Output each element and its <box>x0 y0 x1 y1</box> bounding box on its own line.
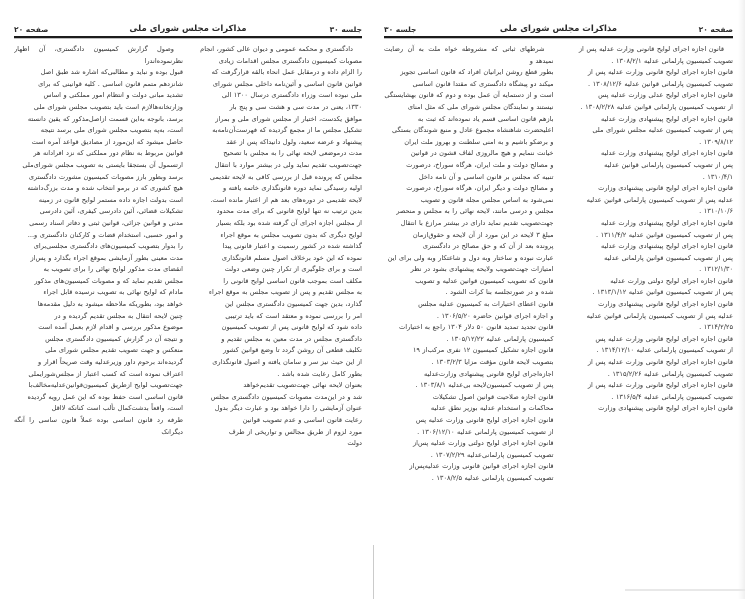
text-line: شده و در صورتجلسه بنا کرات الشود . <box>445 288 554 297</box>
text-line: لایحه تقدیمی در دوره‌های بعد هم از اعتبار مانده است. <box>210 195 362 204</box>
text-line: خواهد بود، بطوریکه ملاحظه میشود به دلیل مقدمه‌ها <box>37 300 183 309</box>
text-line: پس از تصویب کمیسیون‌لایحه بی‌عدلیه ۱۳۰۳/۸/۱ . <box>415 381 554 390</box>
text-line: منعکس و جهت تصویب تقدیم مجلس شورای ملی <box>45 346 183 355</box>
text-line: قانون که تصویب کمیسیون قوانین عدلیه و تصویب <box>415 276 554 285</box>
text-line: و اجازه اجرای قوانین حاضره ۱۳۰۶/۵/۲۰ . <box>436 311 554 320</box>
text-line: و برضکو باشیم و به امنی سلطنت و بهروز ملت ایران <box>404 137 554 146</box>
left-page-session-label: جلسه ۳۰ <box>384 25 417 34</box>
left-page-columns <box>384 44 733 564</box>
text-line: قانون اجازه اجرای لوایح پیشنهادی وزارت عدلیه <box>600 114 733 123</box>
text-line: از این حیث نیز سر و سامان یافته و اصول قانونگذاری <box>212 358 362 367</box>
text-line: گذاشته شده در کشور رسمیت و اعتبار قانونی پیدا <box>222 242 362 251</box>
text-line: پیشنهاد و عرضه سعید، ولول دانیداکه پس از عقد <box>226 137 362 146</box>
text-line: اولیه رسیدگی نماید دوره قانونگذاری خاتمه یافته و <box>222 184 362 193</box>
text-line: پرونده بعد از آن که و حق مصالح در دادگستری <box>422 242 554 251</box>
text-line: قانون اجازه تشکیل کمیسیون ۱۲ نفری مرکب‌از ۱۹ <box>412 346 554 355</box>
text-line: عنوان آزمایشی را دارا خواهد بود و عبارت دیگر بدول <box>214 404 362 413</box>
text-line: تکلیف قطعی آن روشن گردد تا وضع قوانین کشور <box>223 346 362 355</box>
text-line: تصویب کمیسیون پارلمانی قوانین عدلیه ۱۳۰۸/۱۲/۶ . <box>588 79 733 88</box>
text-line: اعلیحضرت شاهنشاه مجموع عادل و منبع شوندگان بستگی <box>392 126 554 135</box>
text-line: از تصویب کمیسیون پارلمانی قوانین عدلیه ۱۳۰۸/۲/۲۸ . <box>580 102 733 111</box>
text-line: ملی نبوده است وزراء دادگستری درسال ۱۳۰۰ الی <box>221 91 362 100</box>
text-line: قانون اجازه اجرای لوایح قانونی وزارت عدلیه پس از <box>587 68 733 77</box>
scan-bottom-artifact <box>625 589 745 591</box>
text-line: نمی‌شود به اساس مجلس مجله قانون و تصویب <box>420 195 554 204</box>
left-page-running-title: مذاکرات مجلس شورای ملی <box>499 24 618 34</box>
right-page-running-title: مذاکرات مجلس شورای ملی <box>129 24 247 34</box>
text-line: قانون اجازه اجرای لوایح قانونی پیشنهادی وزارت <box>598 184 733 193</box>
text-line: قانون اجازه اجرای لوایح دولتی وزارت عدلیه پس‌از <box>412 439 554 448</box>
text-line: و امور حسبی، استخدام قضات و کارکنان دادگستری و... <box>27 230 183 239</box>
text-line: میکند دو پیشگاه دادگستری که مقتدا قانون اساسی <box>412 79 554 88</box>
right-page-header <box>14 18 362 34</box>
text-line: ۱۳۱۰/۱۰/۶ . <box>699 207 733 216</box>
text-line: پس از تصویب کمیسیون قوانین عدلیه ۱۳۱۳/۱/۱۲ . <box>592 288 733 297</box>
text-line: بازهم قانون اساسی قسم یاد نموده‌اند که ثبت به <box>417 114 554 123</box>
text-line: عدلیه پس از تصویب کمیسیون پارلمانی قوانین عدلیه <box>586 195 733 204</box>
left-page-column-inner <box>384 44 554 564</box>
text-line: خیانت ننمایم و هیچ مالروزی لفاف قشون در قوانین <box>410 149 554 158</box>
text-line: جهت‌تصویب لوایح ازطریق کمیسیون‌قوانین‌عدلیه‌مخالف‌با <box>28 381 183 390</box>
text-line: ارتسمول آن بستجقا بایستی به تصویب مجلس شورای‌ملی <box>22 160 183 169</box>
text-line: قانون اجازه اجرای لوایح پیشنهادی وزارت عدلیه <box>600 149 733 158</box>
text-line: ۱۳۳۰، یعنی در مدت سی و هشت سی و پنج بار <box>229 102 362 111</box>
text-line: انقضای مدت مذکور لوایح نهائی را برای تصویب به <box>43 265 183 274</box>
text-line: تصویب کمیسیون پارلمانی عدلیه ۱۳۰۸/۲/۱ . <box>611 56 733 65</box>
text-line: نیستند و نمایندگان مجلس شورای ملی که مثل امنای <box>407 102 554 111</box>
text-line: قانون اجازه اجرای لوایح عدلی وزارت عدلیه پس <box>598 91 733 100</box>
text-line: از تصویب کمیسیون پارلمانی عدلیه ۱۳۱۴/۱۲/۱۰ . <box>596 346 733 355</box>
text-line: دولت <box>347 439 362 448</box>
text-line: تشدید مبانی دولت و انتظام امور مملکتی و اساس <box>43 91 183 100</box>
text-line: مجلس و درسی مانند، لایحه نهائی را به مجلس و منحصر <box>396 207 554 216</box>
right-page <box>0 0 372 599</box>
text-line: قوانین قانون اساسی و آئین‌نامه داخلی مجلس شورای <box>212 79 362 88</box>
text-line: گذارد، بدین جهت کمیسیون دادگستری مجلس این <box>224 300 362 309</box>
text-line: و نتیجه آن در گزارش کمیسیون دادگستری مجلس <box>45 334 183 343</box>
text-line: از مجلس اجازه اجرای آن گرفته شده بود بلکه بسیار <box>216 218 362 227</box>
text-line: بطور کامل رعایت شده باشد . <box>277 369 362 378</box>
text-line: وصول گزارش کمیسیون دادگستری، آن اظهار نظرنموده‌اند‌را <box>14 45 183 65</box>
left-page-column-outer <box>564 44 734 564</box>
text-line: ۱۳۱۰/۴/۱ . <box>702 172 733 181</box>
text-line: تشکیل مجلس ما از مجمع گردیده که فهرست‌آن‌نامه‌به <box>212 126 362 135</box>
text-line: رعایت قانون اساسی و عدم تصویب قوانین <box>242 416 362 424</box>
text-line: تشکیلات قضائی، آئین دادرسی کیفری، آئین دادرسی <box>39 207 183 216</box>
text-line: است بدولت اجازه داده مستمر لوایح قانون در زمینه <box>38 195 183 204</box>
text-line: است و از دستمایه آن عمل بوده و دوم که قانون بهشایستگی <box>384 91 554 100</box>
text-line: پس از تصویب کمیسیون قوانین عدلیه ۱۳۱۱/۴/۲ . <box>595 230 733 239</box>
text-line: موضوع مذکور بررسی و اقدام لازم بعمل آمده است <box>38 323 183 332</box>
text-line: مجلس تقدیم نماید که و مصوبات کمیسیون‌های مذکور <box>34 276 183 285</box>
text-line: قوانین مربوط به نظام دور مملکتی که نزد افرادانه هر <box>33 149 183 158</box>
text-line: شرطهای ثباتی که مشروطه خواه ملت به آن رضایت نمیدهد و <box>384 45 554 65</box>
text-line: برسد، بانوجه به‌این قسمت ازاصل‌مذکور که یقین دانسته <box>27 114 183 123</box>
text-line: مدت درموضعی لایحه نهائی را به مجلس با تصحیح <box>223 149 362 158</box>
text-line: و مصالح دولت و ملت ایران، هرگاه سوراخ، درصورت <box>406 160 554 169</box>
text-line: قانون اعطای اختیارات به کمیسیون عدلیه مجلس <box>418 300 554 309</box>
text-line: قانون اساسی است حفظ بوده که این عمل رویه گردیده <box>27 392 183 401</box>
text-line: است، واقعاً بدشت‌کمال تألب است کنانکه لااقل <box>51 404 183 413</box>
text-line: موافق یکدست، اختیار از مجلس شورای ملی و بمراز <box>215 114 362 123</box>
text-line: از تصویب کمیسیون پارلمانی عدلیه ۱۳۰۶/۱۲/۱۰ . <box>417 427 554 436</box>
text-line: قانون اجازه اجرای لوایح قانونی وزارت عدلیه پس <box>415 416 554 424</box>
text-line: هیچ کشوری که در برمو انتخاب شده و مدت بزرگ‌داشته <box>27 184 183 193</box>
text-line: قانون اجازه اجرای لوایح قانونی پیشنهادی وزارت <box>598 300 733 309</box>
text-line: و مصالح دولت و دیگر ایران، هرگاه سوراخ، درصورت <box>406 184 554 193</box>
right-page-column-inner <box>193 44 362 564</box>
text-line: چنین لایحه انتقال به مجلس تقدیم گردیده و در <box>54 311 183 320</box>
text-line: امتیازات جهت‌تصویب ولایحه پیشنهادی بشود در نظر <box>410 265 554 274</box>
text-line: داده شود که لوایح قانونی پس از تصویب کمیسیون <box>221 323 362 332</box>
text-line: قانون تجدید تمدید قانون ۵۰ دلار ۱۳۰۴ راجع به اختیارات <box>399 323 554 332</box>
text-line: دادگستری مجلس در مدت معین به مجلس تقدیم و <box>221 334 362 343</box>
text-line: ۱۳۰۹/۸/۱۲ . <box>699 137 733 146</box>
text-line: جهت‌تصویب تقدیم نماید دارای در بیشتر مرازع با انتقال <box>400 218 554 227</box>
text-line: بتصویب لایحه قانون مؤقت مزایا ۱۳۰۳/۲/۳ . <box>431 358 554 367</box>
right-page-columns <box>14 44 362 564</box>
text-line: پس از تصویب کمیسیون پارلمانی قوانین عدلیه <box>604 160 733 169</box>
text-line: تصویب کمیسیون پارلمانی عدلیه ۱۳۱۵/۲/۲۶ . <box>607 369 733 378</box>
text-line: به مجلس تقدیم و پس از تصویب مجلس به موقع اجراء <box>208 288 362 297</box>
text-line: قانون اجازه اجرای لوایح قانونی وزارت عدلیه پس از <box>578 45 724 53</box>
text-line: امر را بررسی نموده و معتقد است که باید ترتیبی <box>225 311 362 320</box>
text-line: مدت معینی بطور آزمایشی بموقع اجراء بگذارد و پس‌از <box>30 253 183 262</box>
text-line: است، به‌په بتصویب مجلس شورای ملی برسد نتیجه <box>40 126 183 135</box>
text-line: پس از تصویب کمیسیون عدلیه مجلس شورای ملی <box>592 126 733 135</box>
text-line: اعتراف نموده است که کسب اعتبار از مجلس‌شورایملی <box>28 369 183 378</box>
page-edge-line <box>373 545 374 599</box>
text-line: جهت‌تصویب تقدیم نماید ولی در بیشتر موارد با انتقال <box>214 160 362 169</box>
text-line: قانون اجازه اجرای لوایح دولتی وزارت عدلیه <box>610 276 733 285</box>
text-line: تنبیه که مجلس بر قانون اساسی و آن نامه داخل <box>418 172 554 181</box>
text-line: مادام که لوایح نهائی به تصویب نرسیده قابل اجراء <box>43 288 183 297</box>
scan-edge-shading <box>738 0 745 599</box>
text-line: مدنی و قوانین جزائی، قوانین ثبتی و دفاتر اسناد رسمی <box>29 218 183 227</box>
text-line: مورد لزوم از طریق مجالس و تواریخی از طرف <box>228 427 362 436</box>
text-line: را بدوار بتصویب کمیسیون‌های دادگستری مجلسی‌برای <box>33 242 183 251</box>
text-line: شد و در این‌مدت مصوبات کمیسیون دادگستری مجلس <box>210 392 362 401</box>
text-line: قانون اجازه اجرای لوایح قانونی وزارت عدلیه پس <box>595 334 733 343</box>
text-line: تصویب کمیسیون پارلمانی عدلیه ۱۳۱۶/۵/۴ . <box>611 392 733 401</box>
text-line: برسد وبطور بارز مصوبات کمیسیون مشورت دادگستری <box>28 172 183 181</box>
text-line: لوایح دیگری که بدون تصویب مجلس به موقع اجراء <box>220 230 362 239</box>
text-line: محاکمات و استخدام عدلیه بوزیر نطق عدلیه <box>430 404 554 413</box>
text-line: مبلغ ۳ لایحه در این مورد از آن لایحه و حقوق‌ازمان <box>412 230 554 239</box>
text-line: مجلس که پرونده قبل از بررسی کافی به لایحه تقدیمی <box>209 172 362 181</box>
text-line: مکلف است بموجب قانون اساسی لوایح قانونی را <box>223 276 362 285</box>
text-line: طرفه رد قانون اساسی بوده عملاً قانون ساسی را آنگه دیگرانک <box>14 416 183 436</box>
text-line: بعنوان لایحه نهائی جهت‌تصویب تقدیم‌خواهد <box>243 381 362 390</box>
text-line: وزارتخانه‌ها‌لازم است باید بتصویب مجلس شورای ملی <box>33 102 183 111</box>
text-line: ۱۳۱۴/۲/۲۵ . <box>699 323 733 332</box>
text-line: عبارت نبوده و ساختار وبه دول و شاعتکار وبه ولی برای این <box>387 253 554 262</box>
text-line: قانون اجازه اجرای لوایح قانونی وزارت عدلیه پس از <box>587 358 733 367</box>
text-line: تصویب کمیسیون پارلمانی‌عدلیه ۱۳۰۷/۲/۲۹ . <box>430 450 554 459</box>
left-page-number: صفحه ۲۰ <box>698 25 733 34</box>
left-page-header <box>384 18 733 34</box>
text-line: قبول بوده و نباید و مطالبی‌که اشاره شد طبق اصل <box>40 68 183 77</box>
text-line: عدلیه پس از تصویب کمیسیون پارلمانی قوانین عدلیه <box>586 311 733 320</box>
text-line: کمیسیون پارلمانی عدلیه ۱۳۰۵/۱۲/۲۲ . <box>446 334 554 343</box>
text-line: قانون اجازه اجرای لوایح پیشنهادی وزارت عدلیه <box>600 218 733 227</box>
right-page-column-outer <box>14 44 183 564</box>
text-line: مصوبات کمیسیون دادگستری مجلس اقدامات زیادی <box>218 56 362 65</box>
text-line: قانون اجازه اجرای قوانین قانونی وزارت عدلیه‌پس‌از <box>409 462 554 471</box>
text-line: قانون اجازه اجرای لوایح قانونی وزارت عدلیه پس از <box>587 381 733 390</box>
text-line: حاصل میشود که این‌مورد از مصادیق قواعد آمره است <box>31 137 183 146</box>
text-line: بطور قطع روشن ایرانیان افراد که قانون اساسی تجویز <box>400 68 554 77</box>
text-line: تصویب کمیسیون پارلمانی عدلیه ۱۳۰۸/۲/۵ . <box>431 473 554 482</box>
text-line: اجازه‌اجرای لوایح قانونی پیشنهادی وزارت‌عدلیه <box>423 369 554 378</box>
text-line: ۱۳۱۲/۱/۳۰ . <box>699 265 733 274</box>
text-line: دادگستری و محکمه عمومی و دیوان عالی کشور، انجام <box>200 45 353 53</box>
text-line: پس از تصویب کمیسیون قوانین پارلمانی عدلیه <box>604 253 733 262</box>
left-page <box>372 0 745 599</box>
text-line: نموده که این خود برخلاف اصول مسلم قانونگذاری <box>221 253 362 262</box>
text-line: گردیده‌اند برحوم داور وزیرعدلیه وقت صریحاً اقرار و <box>38 358 183 367</box>
text-line: بدین ترتیب نه تنها لوایح قانونی که برای مدت محدود <box>216 207 362 216</box>
text-line: قانون اجازه صلاحیت قوانین اصول تشکیلات <box>432 392 554 401</box>
left-page-header-rule-thin <box>384 38 733 39</box>
right-page-number: صفحه ۲۰ <box>14 25 49 34</box>
text-line: را الزام داده و درمقابل عمل انحاء بالقه قرارگرفت که <box>211 68 362 77</box>
right-page-header-rule-thin <box>14 38 362 39</box>
text-line: قانون اجازه اجرای لوایح پیشنهادی وزارت عدلیه <box>600 242 733 251</box>
right-page-session-label: جلسه ۳۰ <box>329 25 362 34</box>
text-line: است و برای جلوگیری از تکرار چنین وضعی دولت <box>224 265 362 274</box>
text-line: شانزدهم متمم قانون اساسی . کلیه قوانینی که برای <box>38 79 183 88</box>
text-line: قانون اجازه اجرای لوایح قانونی پیشنهادی وزارت <box>598 404 733 413</box>
